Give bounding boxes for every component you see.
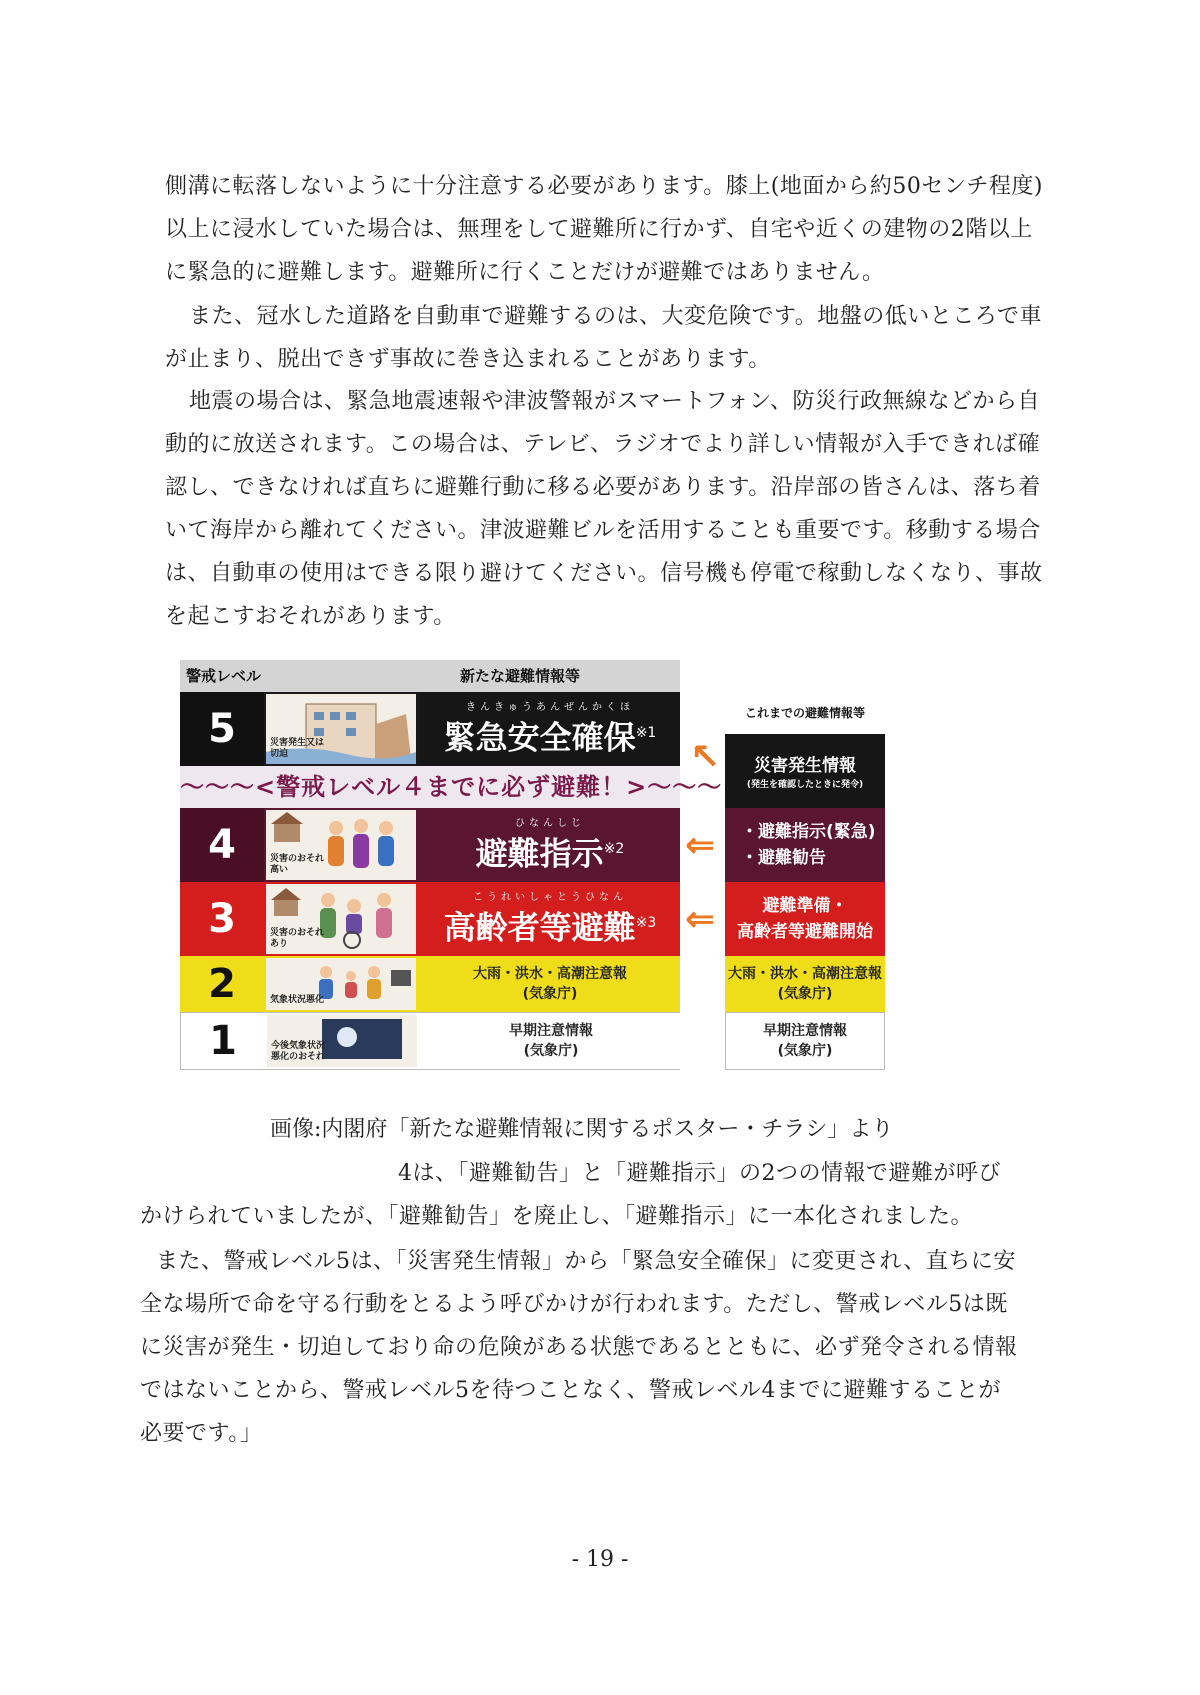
level-1-advisory: 早期注意情報	[509, 1023, 593, 1039]
illus-caption: 今後気象状況悪化のおそれ	[271, 1041, 326, 1062]
level-number: 5	[180, 692, 264, 766]
previous-levels-column	[725, 704, 885, 1084]
ruby-text: きんきゅうあんぜんかくほ	[466, 701, 634, 713]
ruby-text: ひなんしじ	[515, 817, 585, 829]
level-3-row	[180, 882, 680, 957]
previous-level-4-line1: ・避難指示(緊急)	[741, 822, 876, 842]
page-number: - 19 -	[571, 1547, 629, 1572]
previous-info-header: これまでの避難情報等	[744, 706, 865, 720]
previous-level-4	[725, 808, 885, 882]
level-number: 1	[181, 1013, 265, 1069]
previous-level-1-line1: 早期注意情報	[763, 1023, 847, 1039]
illus-caption: 気象状況悪化	[270, 995, 325, 1005]
previous-level-1	[725, 1012, 885, 1070]
previous-level-2-line1: 大雨・洪水・高潮注意報	[728, 966, 882, 982]
paragraph-level5-change: また、警戒レベル5は、「災害発生情報」から「緊急安全確保」に変更され、直ちに安全な場所で命を守る行動をとるよう呼びかけが行われます。ただし、警戒レベル5は既に災害が発生・切迫しており命の危険がある状態であるとともに、必ず発令される情報ではないことから、警戒レベル5を待つことなく、警戒レベル4までに避難することが必要です。」	[140, 1249, 1018, 1446]
ruby-text: こうれいしゃとうひなん	[473, 891, 627, 903]
arrow-up-left-icon: ↖	[690, 737, 721, 778]
level-2-advisory: 大雨・洪水・高潮注意報	[473, 966, 627, 982]
evacuate-by-level4-banner: 〜〜〜<警戒レベル４までに必ず避難！>〜〜〜	[180, 766, 680, 808]
level-number: 3	[180, 882, 264, 956]
evacuation-levels-figure	[180, 660, 1010, 1084]
high-risk-illustration	[266, 810, 416, 880]
disaster-occurring-illustration	[266, 694, 416, 764]
arrow-left-icon: ⇐	[685, 825, 716, 866]
figure-caption: 画像:内閣府「新たな避難情報に関するポスター・チラシ」より	[270, 1117, 894, 1142]
weather-worsening-illustration	[266, 958, 416, 1010]
paragraph-earthquake: 地震の場合は、緊急地震速報や津波警報がスマートフォン、防災行政無線などから自動的に放送されます。この場合は、テレビ、ラジオでより詳しい情報が入手できれば確認し、できなければ直ちに避難行動に移る必要があります。沿岸部の皆さんは、落ち着いて海岸から離れてください。津波避難ビルを活用することも重要です。移動する場合は、自動車の使用はできる限り避けてください。信号機も停電で稼動しなくなり、事故を起こすおそれがあります。	[165, 389, 1043, 629]
previous-level-3	[725, 882, 885, 956]
level-5-info	[420, 692, 680, 766]
header-new-info: 新たな避難情報等	[460, 667, 581, 685]
level-number: 2	[180, 956, 264, 1012]
previous-level-1-line2: (気象庁)	[777, 1043, 833, 1059]
future-worsening-illustration	[267, 1015, 417, 1067]
level-3-title: 高齢者等避難$^{※3}$	[443, 908, 657, 947]
level-5-title: 緊急安全確保$^{※1}$	[443, 718, 657, 757]
level-2-info	[420, 956, 680, 1012]
level-4-info	[420, 808, 680, 882]
paragraph-level4-change: 4は、「避難勧告」と「避難指示」の2つの情報で避難が呼び かけられていましたが、「避難勧告」を廃止し、「避難指示」に一本化されました。	[140, 1161, 1001, 1229]
level-5-row	[180, 692, 680, 767]
previous-level-5-sub: (発生を確認したときに発令)	[746, 780, 864, 790]
previous-level-5	[725, 734, 885, 812]
illus-caption: 災害のおそれあり	[270, 928, 325, 949]
illus-caption: 災害発生又は切迫	[270, 738, 325, 759]
previous-level-2	[725, 956, 885, 1012]
level-1-info	[421, 1013, 681, 1069]
level-1-row	[180, 1012, 680, 1070]
level-2-row	[180, 956, 680, 1013]
possible-risk-illustration	[266, 884, 416, 954]
level-2-source: (気象庁)	[522, 986, 578, 1002]
previous-level-3-line1: 避難準備・	[762, 896, 848, 916]
figure-header	[180, 660, 680, 692]
paragraph-drainage: 側溝に転落しないように十分注意する必要があります。膝上(地面から約50センチ程度)以上に浸水していた場合は、無理をして避難所に行かず、自宅や近くの建物の2階以上に緊急的に避難します。避難所に行くことだけが避難ではありません。	[165, 174, 1043, 285]
new-levels-table	[180, 660, 723, 1084]
previous-level-5-title: 災害発生情報	[754, 756, 856, 776]
level-4-row	[180, 808, 680, 883]
illus-caption: 災害のおそれ高い	[270, 854, 325, 875]
arrow-left-icon: ⇐	[685, 899, 716, 940]
previous-level-4-line2: ・避難勧告	[741, 848, 826, 868]
previous-level-2-line2: (気象庁)	[777, 986, 833, 1002]
level-number: 4	[180, 808, 264, 882]
level-4-title: 避難指示$^{※2}$	[475, 834, 625, 873]
previous-level-3-line2: 高齢者等避難開始	[737, 922, 873, 942]
level-3-info	[420, 882, 680, 956]
paragraph-car-evacuation: また、冠水した道路を自動車で避難するのは、大変危険です。地盤の低いところで車が止まり、脱出できず事故に巻き込まれることがあります。	[165, 304, 1043, 372]
level-1-source: (気象庁)	[523, 1043, 579, 1059]
header-alert-level: 警戒レベル	[186, 667, 262, 685]
